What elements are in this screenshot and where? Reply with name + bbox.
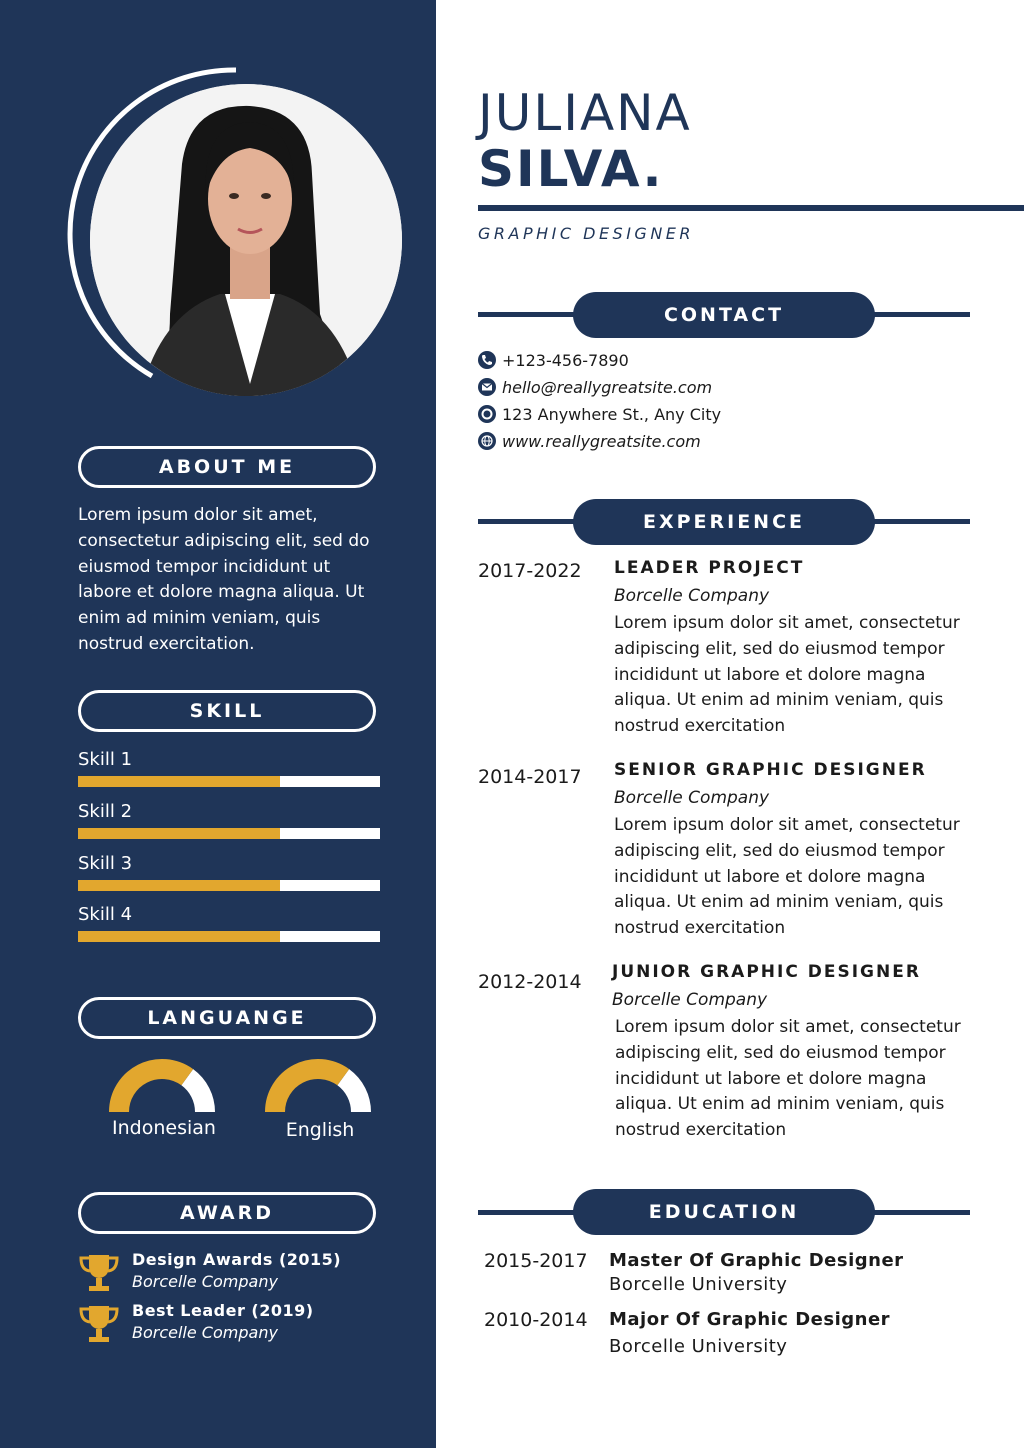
- globe-icon: [478, 432, 496, 450]
- website-text[interactable]: www.reallygreatsite.com: [502, 432, 701, 451]
- skill-bar-fill: [78, 880, 280, 891]
- education-years: 2015-2017: [484, 1250, 588, 1272]
- skill-bar: [78, 880, 380, 891]
- experience-years: 2017-2022: [478, 560, 582, 582]
- language-heading: LANGUANGE: [78, 997, 376, 1039]
- experience-title: SENIOR GRAPHIC DESIGNER: [614, 760, 927, 780]
- first-name: JULIANA: [478, 84, 692, 142]
- experience-title: LEADER PROJECT: [614, 558, 805, 578]
- person-portrait: [90, 84, 402, 396]
- award-org: Borcelle Company: [132, 1323, 278, 1342]
- phone-text: +123-456-7890: [502, 351, 629, 370]
- skill-heading: SKILL: [78, 690, 376, 732]
- experience-company: Borcelle Company: [614, 586, 770, 606]
- education-degree: Master Of Graphic Designer: [609, 1250, 904, 1271]
- language-gauge: [262, 1056, 374, 1116]
- language-gauge-remainder: [187, 1077, 205, 1112]
- avatar: [90, 84, 402, 396]
- experience-title: JUNIOR GRAPHIC DESIGNER: [612, 962, 921, 982]
- skill-label: Skill 1: [78, 749, 133, 770]
- language-gauge-fill: [119, 1069, 187, 1112]
- award-heading: AWARD: [78, 1192, 376, 1234]
- experience-years: 2012-2014: [478, 971, 582, 993]
- award-title: Design Awards (2015): [132, 1250, 342, 1269]
- skill-label: Skill 2: [78, 801, 133, 822]
- last-name: SILVA.: [478, 140, 664, 198]
- address-text: 123 Anywhere St., Any City: [502, 405, 722, 424]
- award-org: Borcelle Company: [132, 1272, 278, 1291]
- skill-bar-fill: [78, 776, 280, 787]
- education-heading: EDUCATION: [573, 1189, 875, 1235]
- experience-description: Lorem ipsum dolor sit amet, consectetur adipiscing elit, sed do eiusmod tempor incididunt ut labore et dolore magna aliqua. Ut enim ad minim veniam, quis nostrud exercitation: [615, 1017, 961, 1141]
- education-school: Borcelle University: [609, 1336, 788, 1357]
- contact-heading: CONTACT: [573, 292, 875, 338]
- contact-address: [478, 404, 721, 424]
- language-gauge-remainder: [343, 1077, 361, 1112]
- language-gauge-fill: [275, 1069, 343, 1112]
- experience-heading: EXPERIENCE: [573, 499, 875, 545]
- experience-company: Borcelle Company: [612, 990, 768, 1010]
- contact-website[interactable]: [478, 431, 701, 451]
- about-heading: ABOUT ME: [78, 446, 376, 488]
- phone-icon: [478, 351, 496, 369]
- job-title: GRAPHIC DESIGNER: [478, 224, 695, 243]
- language-label: Indonesian: [112, 1117, 216, 1139]
- email-text[interactable]: hello@reallygreatsite.com: [502, 378, 713, 397]
- experience-description: Lorem ipsum dolor sit amet, consectetur adipiscing elit, sed do eiusmod tempor incididunt ut labore et dolore magna aliqua. Ut enim ad minim veniam, quis nostrud exercitation: [614, 815, 960, 939]
- education-degree: Major Of Graphic Designer: [609, 1309, 891, 1330]
- experience-years: 2014-2017: [478, 766, 582, 788]
- trophy-icon: [78, 1303, 120, 1345]
- name-divider: [478, 205, 1024, 211]
- experience-company: Borcelle Company: [614, 788, 770, 808]
- skill-bar: [78, 776, 380, 787]
- experience-description: Lorem ipsum dolor sit amet, consectetur adipiscing elit, sed do eiusmod tempor incididunt ut labore et dolore magna aliqua. Ut enim ad minim veniam, quis nostrud exercitation: [614, 613, 960, 737]
- profile-photo-frame: [66, 64, 406, 404]
- skill-bar: [78, 931, 380, 942]
- skill-label: Skill 4: [78, 904, 133, 925]
- award-title: Best Leader (2019): [132, 1301, 314, 1320]
- skill-label: Skill 3: [78, 853, 133, 874]
- education-school: Borcelle University: [609, 1274, 788, 1295]
- skill-bar: [78, 828, 380, 839]
- trophy-icon: [78, 1252, 120, 1294]
- education-years: 2010-2014: [484, 1309, 588, 1331]
- skill-bar-fill: [78, 828, 280, 839]
- email-icon: [478, 378, 496, 396]
- about-text: Lorem ipsum dolor sit amet, consectetur adipiscing elit, sed do eiusmod tempor incididunt ut labore et dolore magna aliqua. Ut enim ad minim veniam, quis nostrud exercitation.: [78, 505, 370, 654]
- language-label: English: [285, 1119, 355, 1141]
- skill-bar-fill: [78, 931, 280, 942]
- contact-email[interactable]: [478, 377, 712, 397]
- language-gauge: [106, 1056, 218, 1116]
- contact-phone: [478, 350, 629, 370]
- location-pin-icon: [478, 405, 496, 423]
